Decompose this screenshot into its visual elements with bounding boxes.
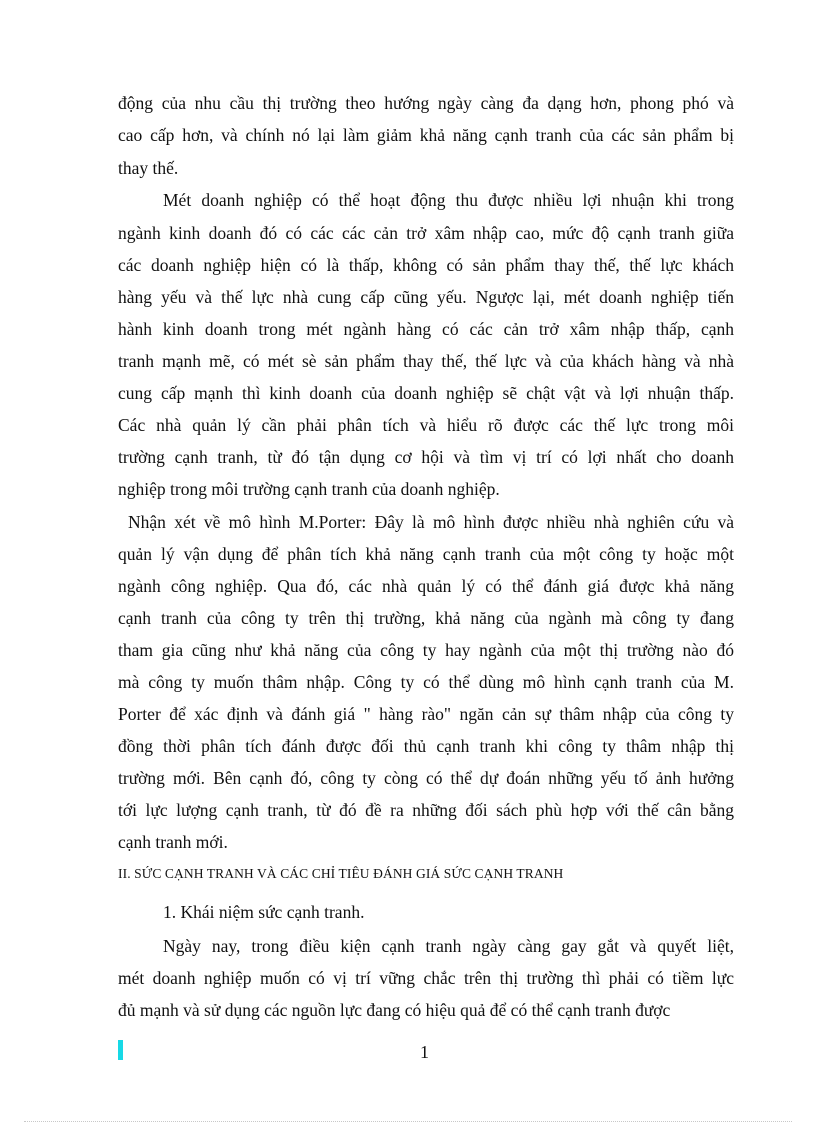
section-heading: II. SỨC CẠNH TRANH VÀ CÁC CHỈ TIÊU ĐÁNH GIÁ SỨC CẠNH TRANH [118, 866, 564, 881]
text-line: động của nhu cầu thị trường theo hướng ngày càng đa dạng hơn, phong phó và [118, 93, 734, 113]
text-line: Porter để xác định và đánh giá " hàng rào" ngăn cản sự thâm nhập của công ty [118, 704, 734, 724]
text-line: Các nhà quản lý cần phải phân tích và hiểu rõ được các thế lực trong môi [118, 415, 734, 435]
text-line: nghiệp trong môi trường cạnh tranh của doanh nghiệp. [118, 479, 500, 499]
text-line: cung cấp mạnh thì kinh doanh của doanh nghiệp sẽ chật vật và lợi nhuận thấp. [118, 383, 734, 403]
text-line: cao cấp hơn, và chính nó lại làm giảm khả năng cạnh tranh của các sản phẩm bị [118, 125, 734, 145]
text-line: tranh mạnh mẽ, có mét sè sản phẩm thay thế, thế lực và của khách hàng và nhà [118, 351, 734, 371]
text-line: ngành công nghiệp. Qua đó, các nhà quản lý có thể đánh giá được khả năng [118, 576, 734, 596]
text-line: trường mới. Bên cạnh đó, công ty còng có thể dự đoán những yếu tố ảnh hưởng [118, 768, 734, 788]
text-line: tham gia cũng như khả năng của công ty hay ngành của một thị trường nào đó [118, 640, 734, 660]
text-line: quản lý vận dụng để phân tích khả năng cạnh tranh của một công ty hoặc một [118, 544, 734, 564]
text-line: Mét doanh nghiệp có thể hoạt động thu được nhiều lợi nhuận khi trong [163, 190, 734, 210]
text-line: mét doanh nghiệp muốn có vị trí vững chắc trên thị trường thì phải có tiềm lực [118, 968, 734, 988]
text-line: hành kinh doanh trong mét ngành hàng có các cản trở xâm nhập thấp, cạnh [118, 319, 734, 339]
text-line: các doanh nghiệp hiện có là thấp, không có sản phẩm thay thế, thế lực khách [118, 255, 734, 275]
text-line: ngành kinh doanh đó có các các cản trở xâm nhập cao, mức độ cạnh tranh giữa [118, 223, 734, 243]
text-line: trường cạnh tranh, từ đó tận dụng cơ hội và tìm vị trí có lợi nhất cho doanh [118, 447, 734, 467]
text-line: đủ mạnh và sử dụng các nguồn lực đang có hiệu quả để có thể cạnh tranh được [118, 1000, 671, 1020]
subsection-heading: 1. Khái niệm sức cạnh tranh. [163, 902, 365, 922]
page-bottom-divider [24, 1121, 792, 1122]
text-line: hàng yếu và thế lực nhà cung cấp cũng yếu. Ngược lại, mét doanh nghiệp tiến [118, 287, 734, 307]
text-line: mà công ty muốn thâm nhập. Công ty có thể dùng mô hình cạnh tranh của M. [118, 672, 734, 692]
text-line: cạnh tranh mới. [118, 832, 228, 852]
text-cursor-marker [118, 1040, 123, 1060]
text-line: thay thế. [118, 158, 179, 178]
text-line: tới lực lượng cạnh tranh, từ đó đề ra những đối sách phù hợp với thế cân bằng [118, 800, 734, 820]
text-line: Ngày nay, trong điều kiện cạnh tranh ngày càng gay gắt và quyết liệt, [163, 936, 734, 956]
text-line: đồng thời phân tích đánh được đối thủ cạnh tranh khi công ty thâm nhập thị [118, 736, 734, 756]
text-line: Nhận xét về mô hình M.Porter: Đây là mô hình được nhiều nhà nghiên cứu và [128, 512, 734, 532]
page-number: 1 [420, 1042, 429, 1062]
text-line: cạnh tranh của công ty trên thị trường, khả năng của ngành mà công ty đang [118, 608, 734, 628]
